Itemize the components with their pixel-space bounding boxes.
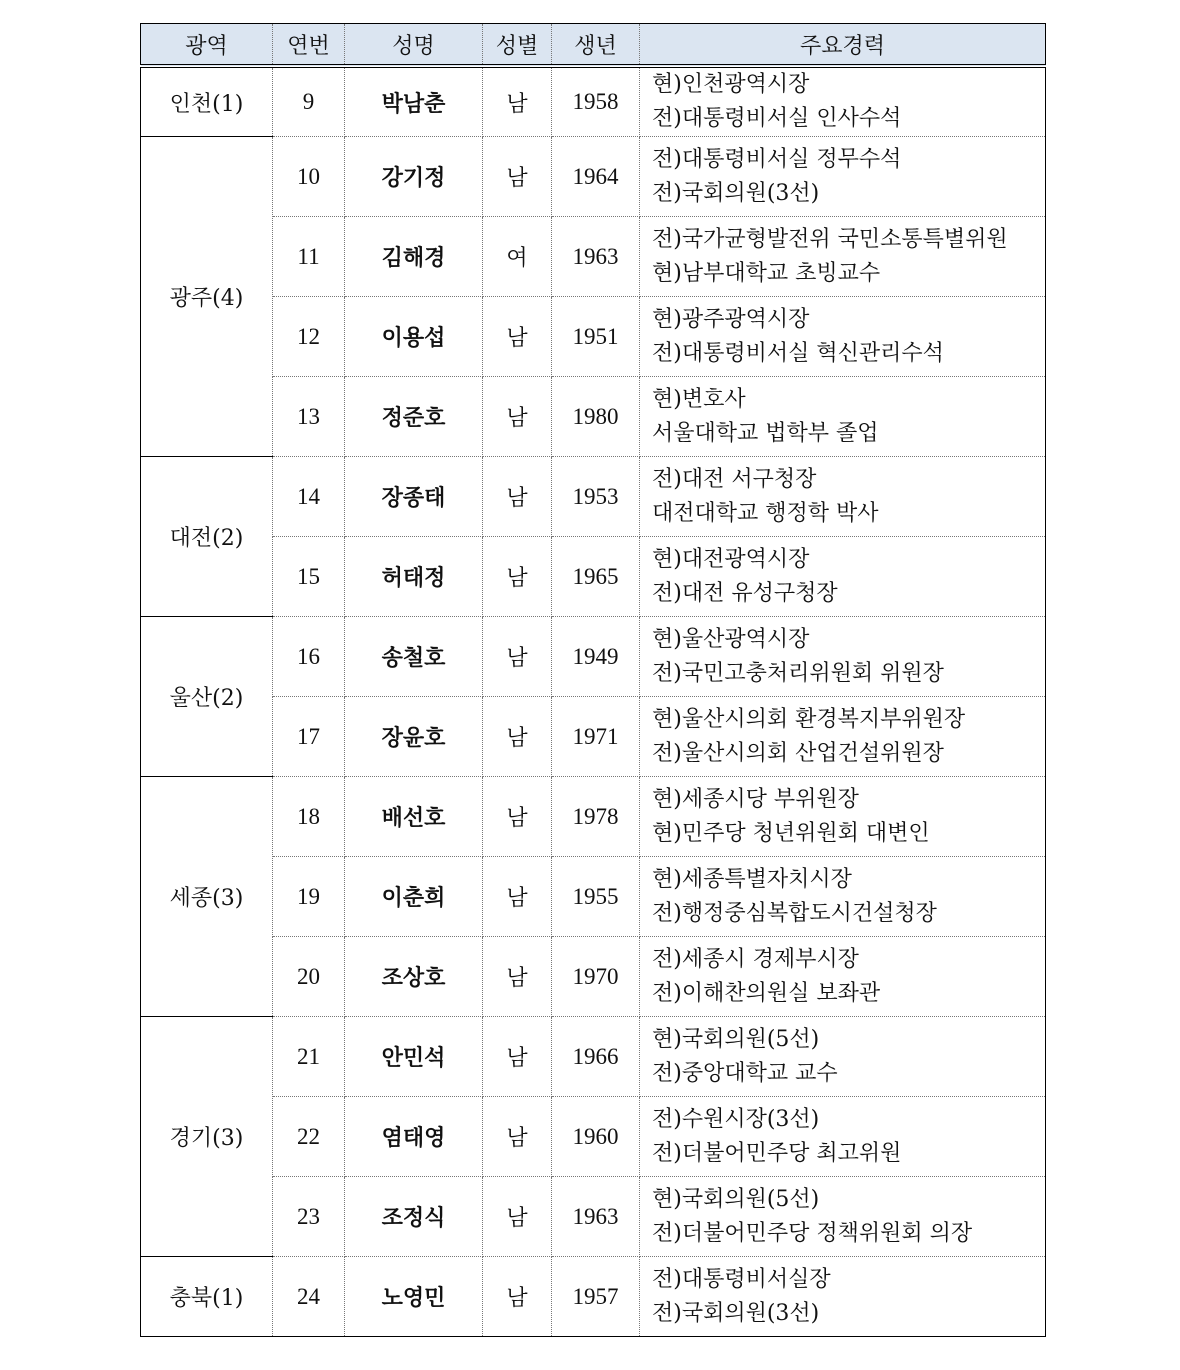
- table-row: [141, 1097, 1046, 1177]
- num-cell: 11: [273, 217, 345, 297]
- career-cell: [640, 697, 1046, 777]
- table-row: [141, 217, 1046, 297]
- table-row: [141, 937, 1046, 1017]
- career-line: 현)변호사: [652, 386, 746, 412]
- career-line: 전)중앙대학교 교수: [652, 1060, 838, 1086]
- career-line: 전)울산시의회 산업건설위원장: [652, 740, 944, 766]
- table-row: [141, 617, 1046, 697]
- region-cell: 인천(1): [141, 66, 273, 137]
- career-cell: [640, 66, 1046, 137]
- sex-cell: 남: [483, 937, 552, 1017]
- candidate-table: [140, 23, 1046, 1337]
- num-cell: 17: [273, 697, 345, 777]
- career-line: 전)대전 유성구청장: [652, 580, 838, 606]
- career-line: 현)국회의원(5선): [652, 1186, 820, 1212]
- region-cell: 충북(1): [141, 1257, 273, 1337]
- year-cell: 1970: [552, 937, 640, 1017]
- career-cell: [640, 1177, 1046, 1257]
- career-cell: [640, 297, 1046, 377]
- career-line: 전)행정중심복합도시건설청장: [652, 900, 937, 926]
- career-line: 전)세종시 경제부시장: [652, 946, 859, 972]
- career-cell: [640, 617, 1046, 697]
- career-line: 현)광주광역시장: [652, 306, 810, 332]
- year-cell: 1958: [552, 66, 640, 137]
- name-cell: 송철호: [345, 617, 483, 697]
- num-cell: 13: [273, 377, 345, 457]
- career-line: 전)수원시장(3선): [652, 1106, 820, 1132]
- header-sex: 성별: [483, 24, 552, 67]
- career-line: 현)울산시의회 환경복지부위원장: [652, 706, 966, 732]
- header-region: 광역: [141, 24, 273, 67]
- num-cell: 18: [273, 777, 345, 857]
- year-cell: 1980: [552, 377, 640, 457]
- name-cell: 정준호: [345, 377, 483, 457]
- sex-cell: 남: [483, 66, 552, 137]
- career-line: 전)더불어민주당 정책위원회 의장: [652, 1220, 973, 1246]
- header-career: 주요경력: [640, 24, 1046, 67]
- table-row: [141, 457, 1046, 537]
- table-row: [141, 857, 1046, 937]
- career-line: 현)국회의원(5선): [652, 1026, 820, 1052]
- sex-cell: 남: [483, 137, 552, 217]
- career-line: 전)더불어민주당 최고위원: [652, 1140, 902, 1166]
- region-cell: 세종(3): [141, 777, 273, 1017]
- sex-cell: 여: [483, 217, 552, 297]
- sex-cell: 남: [483, 297, 552, 377]
- career-cell: [640, 457, 1046, 537]
- career-line: 전)대전 서구청장: [652, 466, 817, 492]
- year-cell: 1963: [552, 1177, 640, 1257]
- table-row: [141, 1177, 1046, 1257]
- year-cell: 1949: [552, 617, 640, 697]
- table-row: [141, 377, 1046, 457]
- career-line: 전)국민고충처리위원회 위원장: [652, 660, 944, 686]
- num-cell: 12: [273, 297, 345, 377]
- num-cell: 9: [273, 66, 345, 137]
- name-cell: 김해경: [345, 217, 483, 297]
- career-line: 전)국회의원(3선): [652, 180, 820, 206]
- career-line: 현)인천광역시장: [652, 72, 810, 97]
- sex-cell: 남: [483, 377, 552, 457]
- num-cell: 22: [273, 1097, 345, 1177]
- sex-cell: 남: [483, 1097, 552, 1177]
- year-cell: 1965: [552, 537, 640, 617]
- num-cell: 21: [273, 1017, 345, 1097]
- year-cell: 1957: [552, 1257, 640, 1337]
- num-cell: 15: [273, 537, 345, 617]
- name-cell: 이춘희: [345, 857, 483, 937]
- year-cell: 1951: [552, 297, 640, 377]
- career-line: 전)대통령비서실 정무수석: [652, 146, 902, 172]
- career-cell: [640, 137, 1046, 217]
- sex-cell: 남: [483, 1017, 552, 1097]
- career-line: 현)울산광역시장: [652, 626, 810, 652]
- year-cell: 1953: [552, 457, 640, 537]
- name-cell: 박남춘: [345, 66, 483, 137]
- name-cell: 장윤호: [345, 697, 483, 777]
- career-cell: [640, 857, 1046, 937]
- career-line: 현)세종특별자치시장: [652, 866, 852, 892]
- table-row: [141, 66, 1046, 137]
- table-row: [141, 137, 1046, 217]
- career-cell: [640, 217, 1046, 297]
- year-cell: 1955: [552, 857, 640, 937]
- career-line: 전)국가균형발전위 국민소통특별위원: [652, 226, 1008, 252]
- name-cell: 강기정: [345, 137, 483, 217]
- year-cell: 1971: [552, 697, 640, 777]
- num-cell: 14: [273, 457, 345, 537]
- num-cell: 23: [273, 1177, 345, 1257]
- num-cell: 10: [273, 137, 345, 217]
- region-cell: 광주(4): [141, 137, 273, 457]
- career-cell: [640, 1017, 1046, 1097]
- sex-cell: 남: [483, 457, 552, 537]
- num-cell: 16: [273, 617, 345, 697]
- career-line: 전)대통령비서실 혁신관리수석: [652, 340, 944, 366]
- career-line: 현)세종시당 부위원장: [652, 786, 859, 812]
- sex-cell: 남: [483, 777, 552, 857]
- career-cell: [640, 377, 1046, 457]
- career-line: 현)대전광역시장: [652, 546, 810, 572]
- name-cell: 배선호: [345, 777, 483, 857]
- header-name: 성명: [345, 24, 483, 67]
- career-cell: [640, 777, 1046, 857]
- sex-cell: 남: [483, 537, 552, 617]
- sex-cell: 남: [483, 1257, 552, 1337]
- year-cell: 1963: [552, 217, 640, 297]
- region-cell: 울산(2): [141, 617, 273, 777]
- year-cell: 1978: [552, 777, 640, 857]
- career-line: 현)남부대학교 초빙교수: [652, 260, 881, 286]
- career-line: 현)민주당 청년위원회 대변인: [652, 820, 930, 846]
- table-row: [141, 1257, 1046, 1337]
- num-cell: 19: [273, 857, 345, 937]
- career-line: 서울대학교 법학부 졸업: [652, 420, 879, 446]
- num-cell: 20: [273, 937, 345, 1017]
- table-row: [141, 297, 1046, 377]
- sex-cell: 남: [483, 697, 552, 777]
- region-cell: 대전(2): [141, 457, 273, 617]
- header-year: 생년: [552, 24, 640, 67]
- name-cell: 안민석: [345, 1017, 483, 1097]
- header-num: 연번: [273, 24, 345, 67]
- name-cell: 노영민: [345, 1257, 483, 1337]
- career-line: 전)이해찬의원실 보좌관: [652, 980, 881, 1006]
- name-cell: 염태영: [345, 1097, 483, 1177]
- career-cell: [640, 1097, 1046, 1177]
- name-cell: 조상호: [345, 937, 483, 1017]
- sex-cell: 남: [483, 857, 552, 937]
- table-row: [141, 537, 1046, 617]
- name-cell: 조정식: [345, 1177, 483, 1257]
- num-cell: 24: [273, 1257, 345, 1337]
- career-line: 대전대학교 행정학 박사: [652, 500, 879, 526]
- name-cell: 장종태: [345, 457, 483, 537]
- name-cell: 허태정: [345, 537, 483, 617]
- year-cell: 1966: [552, 1017, 640, 1097]
- career-cell: [640, 1257, 1046, 1337]
- table-row: [141, 697, 1046, 777]
- career-line: 전)국회의원(3선): [652, 1300, 820, 1326]
- career-line: 전)대통령비서실장: [652, 1266, 831, 1292]
- table-row: [141, 1017, 1046, 1097]
- career-line: 전)대통령비서실 인사수석: [652, 106, 902, 131]
- name-cell: 이용섭: [345, 297, 483, 377]
- year-cell: 1964: [552, 137, 640, 217]
- sex-cell: 남: [483, 617, 552, 697]
- year-cell: 1960: [552, 1097, 640, 1177]
- table-row: [141, 777, 1046, 857]
- region-cell: 경기(3): [141, 1017, 273, 1257]
- career-cell: [640, 537, 1046, 617]
- header-row: [141, 24, 1046, 67]
- sex-cell: 남: [483, 1177, 552, 1257]
- career-cell: [640, 937, 1046, 1017]
